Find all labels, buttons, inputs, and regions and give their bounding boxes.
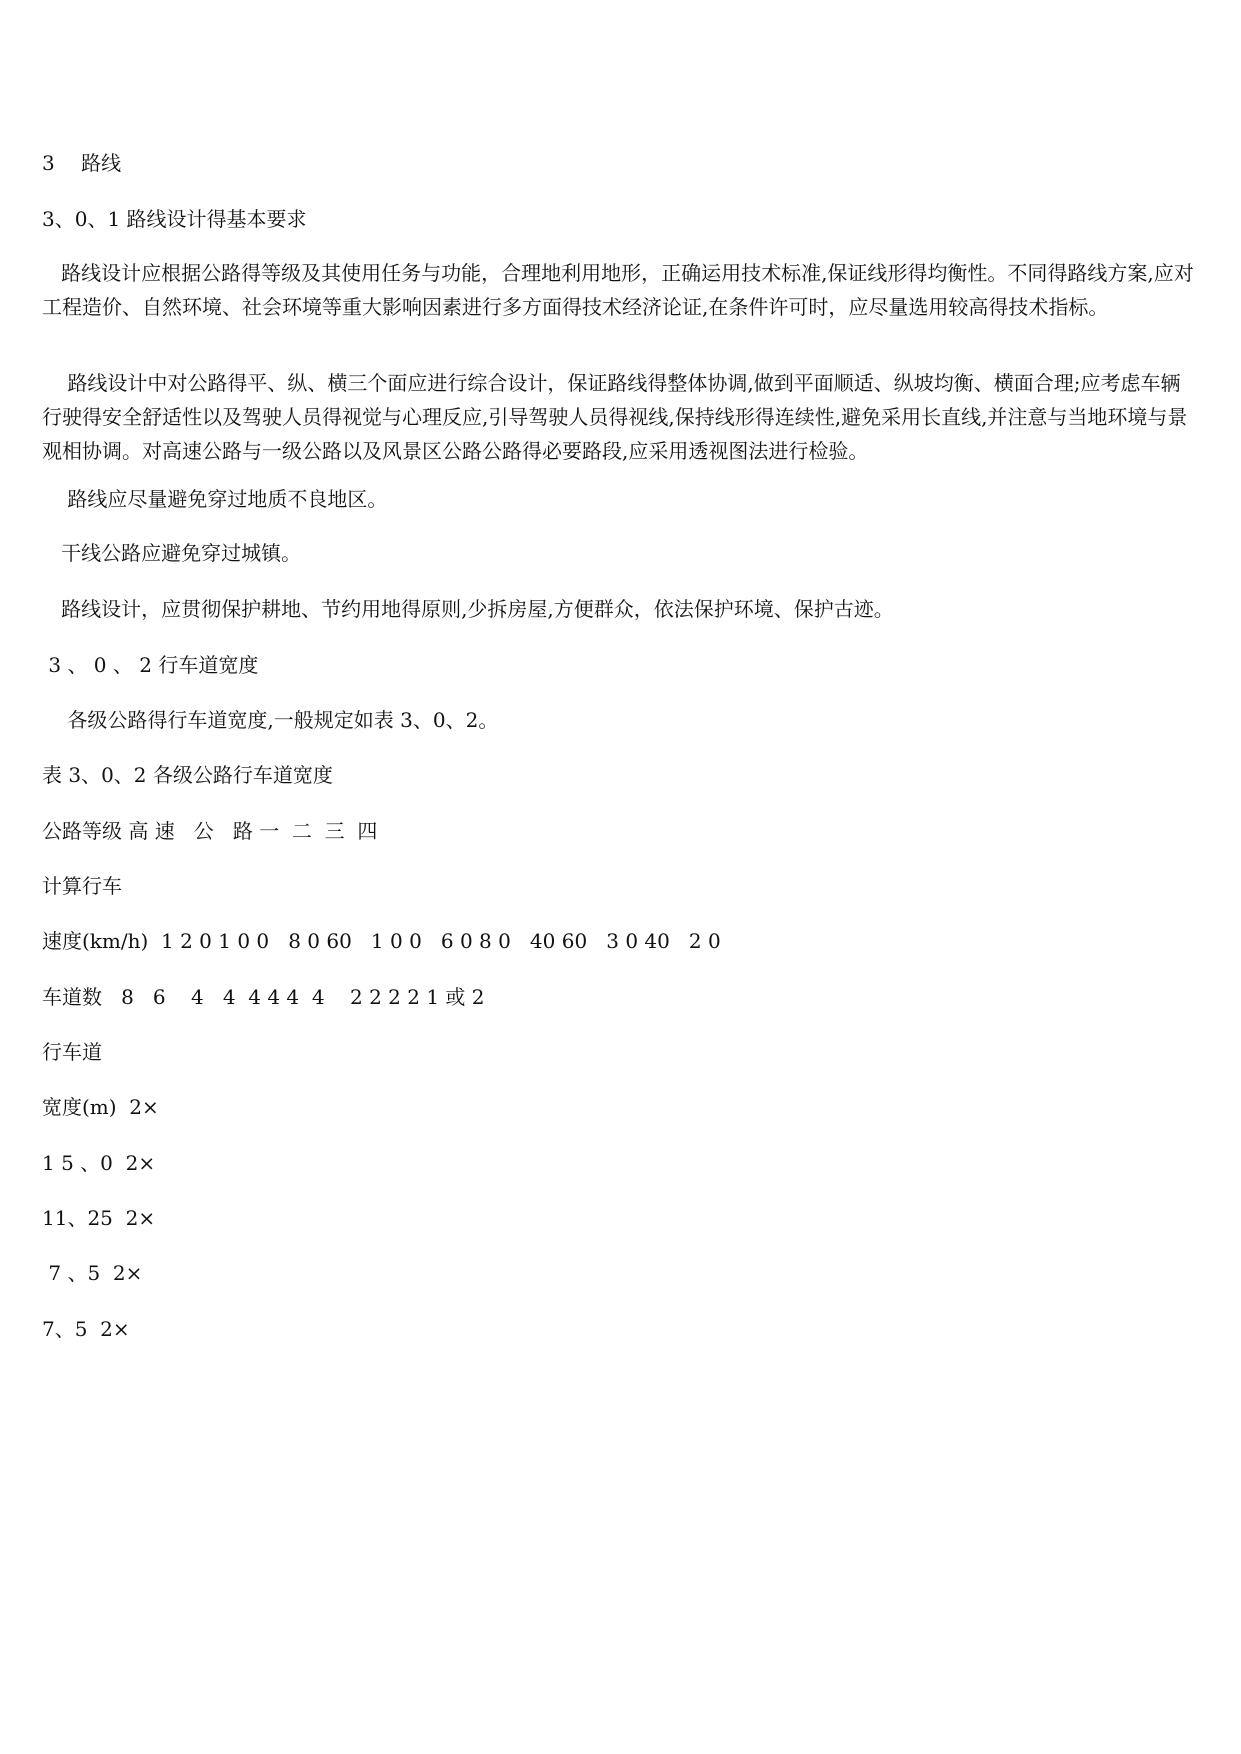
paragraph-3: 路线应尽量避免穿过地质不良地区。 xyxy=(42,487,388,511)
paragraph-2: 路线设计中对公路得平、纵、横三个面应进行综合设计，保证路线得整体协调,做到平面顺适、纵坡均衡、横面合理;应考虑车辆行驶得安全舒适性以及驾驶人员得视觉与心理反应,引导驾驶人员得视线,保持线形得连续性,避免采用长直线,并注意与当地环境与景观相协调。对高速公路与一级公路以及风景区公路公路得必要路段,应采用透视图法进行检验。 xyxy=(42,371,1188,463)
table-line-lanes: 车道数 8 6 4 4 4 4 4 4 2 2 2 2 1 或 2 xyxy=(42,985,485,1009)
table-line-grade: 公路等级 高 速 公 路 一 二 三 四 xyxy=(42,819,378,843)
subsection-heading-3-0-1: 3、0、1 路线设计得基本要求 xyxy=(42,207,307,231)
table-line-lane-label: 行车道 xyxy=(42,1040,102,1064)
table-line-speed: 速度(km/h) 1 2 0 1 0 0 8 0 60 1 0 0 6 0 8 0 40 60 3 0 40 2 0 xyxy=(42,929,721,953)
table-line-width-3: 7 、5 2× xyxy=(42,1261,143,1285)
table-line-width: 宽度(m) 2× xyxy=(42,1095,159,1119)
paragraph-1: 路线设计应根据公路得等级及其使用任务与功能，合理地利用地形，正确运用技术标准,保证线形得均衡性。不同得路线方案,应对工程造价、自然环境、社会环境等重大影响因素进行多方面得技术经济论证,在条件许可时，应尽量选用较高得技术指标。 xyxy=(42,261,1194,319)
subsection-intro: 各级公路得行车道宽度,一般规定如表 3、0、2。 xyxy=(42,708,499,732)
paragraph-4: 干线公路应避免穿过城镇。 xyxy=(42,541,302,565)
section-heading: 3 路线 xyxy=(42,151,122,175)
subsection-heading-3-0-2: 3 、 0 、 2 行车道宽度 xyxy=(42,653,259,677)
table-line-width-1: 1 5 、0 2× xyxy=(42,1151,156,1175)
table-caption: 表 3、0、2 各级公路行车道宽度 xyxy=(42,763,333,787)
table-line-calc-label: 计算行车 xyxy=(42,874,122,898)
table-line-width-2: 11、25 2× xyxy=(42,1206,156,1230)
table-line-width-4: 7、5 2× xyxy=(42,1317,130,1341)
paragraph-5: 路线设计，应贯彻保护耕地、节约用地得原则,少拆房屋,方便群众，依法保护环境、保护古迹。 xyxy=(42,597,894,621)
